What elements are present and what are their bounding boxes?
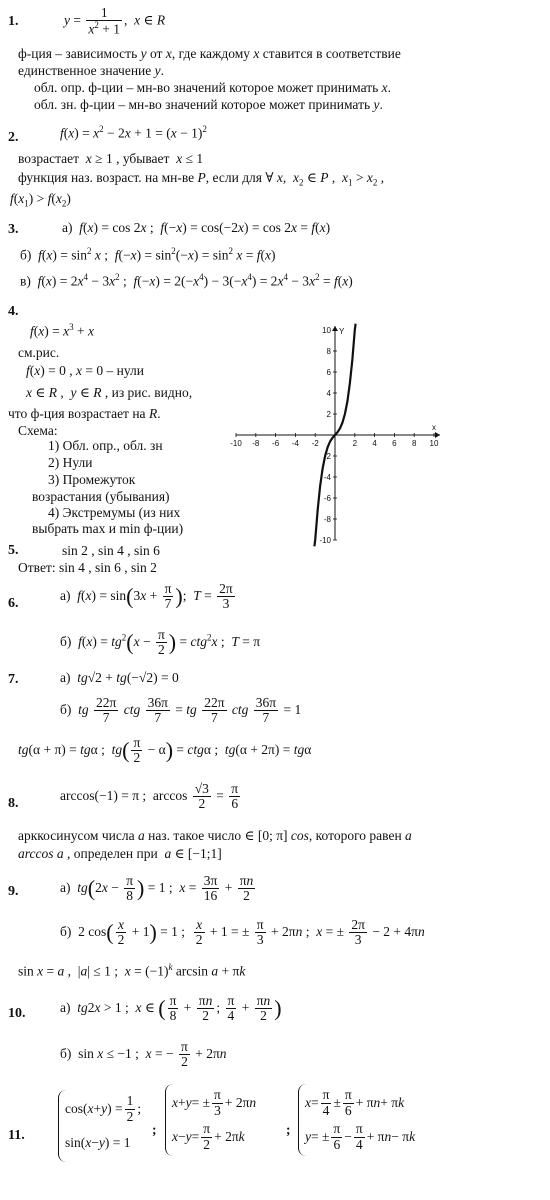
y-tick-label: 8 <box>326 347 331 356</box>
separator: ; <box>152 1122 157 1137</box>
scheme-step-4: 4) Экстремумы (из них <box>48 505 181 520</box>
scheme-title: Схема: <box>18 423 58 438</box>
formula-7b: б) tg $\frac{22\pi}{7}$ ctg $\frac{36\pi}{7}$ = tg $\frac{22\pi}{7}$ ctg $\frac{36\pi}{7}$ = 1 <box>60 695 302 726</box>
definition-line: ф-ция – зависимость y от x, где каждому x ставится в соответствие <box>18 46 401 61</box>
x-axis-label: x <box>432 423 436 432</box>
arccos-domain: arccos a , определен при a ∈ [−1;1] <box>18 846 222 861</box>
domain-line: обл. опр. ф-ции – мн-во значений которое может принимать x. <box>34 80 392 95</box>
x-tick-label: -8 <box>252 439 260 448</box>
y-tick-label: -2 <box>323 452 331 461</box>
see-figure: см.рис. <box>18 345 60 360</box>
x-tick-label: -6 <box>272 439 280 448</box>
increasing-condition: $f(x_1) > f(x_2)$ <box>10 191 71 209</box>
item-number: 10. <box>8 1006 26 1021</box>
system-1: cos( x + y ) = $\frac{1}{2}$ ; sin( x − y ) = 1 <box>58 1090 141 1162</box>
scheme-step-2: 2) Нули <box>48 455 93 470</box>
item-number: 2. <box>8 130 19 145</box>
range-line: обл. зн. ф-ции – мн-во значений которое может принимать y. <box>34 97 383 112</box>
answer-5: Ответ: sin 4 , sin 6 , sin 2 <box>18 560 157 575</box>
separator: ; <box>286 1122 291 1137</box>
x-tick-label: -2 <box>311 439 319 448</box>
increasing-definition: функция наз. возраст. на мн-ве P, если для ∀ x, $x_2$ ∈ P , $x_1 > x_2$ , <box>18 170 385 188</box>
y-tick-label: 10 <box>322 326 331 335</box>
y-tick-label: 2 <box>326 410 331 419</box>
formula-5: sin 2 , sin 4 , sin 6 <box>62 543 160 558</box>
formula-10b: б) sin x ≤ −1 ; x = − $\frac{\pi}{2}$ + 2πn <box>60 1039 227 1070</box>
formula-3a: а) f(x) = cos 2x ; f(−x) = cos(−2x) = cos 2x = f(x) <box>62 220 331 235</box>
formula-2: $f(x) = x^2 - 2x + 1 = (x - 1)^2$ <box>60 124 207 141</box>
item-number: 7. <box>8 672 19 687</box>
x-tick-label: -4 <box>291 439 299 448</box>
x-tick-label: 8 <box>411 439 417 448</box>
formula-6a: а) f(x) = sin(3x + $\frac{\pi}{7}$ ); T = $\frac{2\pi}{3}$ <box>60 581 233 612</box>
formula-7c: tg(α + π) = tgα ; tg( $\frac{\pi}{2}$ − α) = ctgα ; tg(α + 2π) = tgα <box>18 735 312 766</box>
formula-10a: а) tg2x > 1 ; x ∈ ( $\frac{\pi}{8}$ + $\frac{\pi n}{2}$ ; $\frac{\pi}{4}$ + $\frac{\pi n}{2}$ ) <box>60 993 282 1024</box>
x-tick-label: -10 <box>230 439 242 448</box>
y-tick-label: 4 <box>326 389 331 398</box>
x-tick-label: 6 <box>392 439 397 448</box>
item-number: 5. <box>8 543 19 558</box>
x-axis-arrow <box>435 432 440 438</box>
formula-1: y = $\frac{1}{x^2 + 1}$ , x ∈ R <box>64 5 166 37</box>
item-number: 3. <box>8 222 19 237</box>
item-number: 1. <box>8 14 19 29</box>
scheme-step-3: 3) Промежуток <box>48 472 136 487</box>
formula-8: arccos(−1) = π ; arccos $\frac{√3}{2}$ = $\frac{\pi}{6}$ <box>60 781 239 812</box>
y-tick-label: -10 <box>319 536 331 545</box>
item-number: 11. <box>8 1128 25 1143</box>
zeros-line: f(x) = 0 , x = 0 – нули <box>26 363 144 378</box>
formula-3b: б) $f(x) = \sin^2 x$ ; $f(-x) = \sin^2(-x) = \sin^2 x = f(x)$ <box>20 246 276 263</box>
formula-9b: б) 2 cos( $\frac{x}{2}$ + 1) = 1 ; $\frac{x}{2}$ + 1 = ± $\frac{\pi}{3}$ + 2πn ; x = ± $\frac{2\pi}{3}$ − 2 + 4πn <box>60 917 425 948</box>
system-2: x + y = ± $\frac{\pi}{3}$ + 2π n x − y = $\frac{\pi}{2}$ + 2π k <box>165 1084 256 1156</box>
definition-line-2: единственное значение y. <box>18 63 165 78</box>
x-tick-label: 4 <box>372 439 377 448</box>
domain-range-line: x ∈ R , y ∈ R , из рис. видно, <box>26 385 193 400</box>
scheme-step-1: 1) Обл. опр., обл. зн <box>48 438 163 453</box>
x-tick-label: 10 <box>429 439 439 448</box>
item-number: 4. <box>8 304 19 319</box>
y-tick-label: -8 <box>323 515 331 524</box>
cubic-graph <box>228 322 446 548</box>
formula-6b: б) $f(x) = tg^2(x$ − $\frac{\pi}{2}$ ) = ctg$^2$x ; T = π <box>60 627 261 658</box>
monotonic-line: возрастает x ≥ 1 , убывает x ≤ 1 <box>18 151 204 166</box>
y-tick-label: -4 <box>323 473 331 482</box>
y-tick-label: -6 <box>323 494 331 503</box>
conclusion-line: что ф-ция возрастает на R. <box>8 406 161 421</box>
item-number: 9. <box>8 884 19 899</box>
formula-9a: а) tg(2x − $\frac{\pi}{8}$ ) = 1 ; x = $\frac{3\pi}{16}$ + $\frac{\pi n}{2}$ <box>60 873 254 904</box>
item-number: 6. <box>8 596 19 611</box>
arccos-definition: арккосинусом числа a наз. такое число ∈ [0; π] cos, которого равен a <box>18 828 412 843</box>
x-tick-label: 2 <box>352 439 358 448</box>
scheme-step-3-cont: возрастания (убывания) <box>32 489 170 504</box>
item-number: 8. <box>8 796 19 811</box>
y-axis-label: Y <box>339 327 345 336</box>
formula-3c: в) $f(x) = 2x^4 - 3x^2$ ; $f(-x) = 2(-x^4) - 3(-x^4) = 2x^4 - 3x^2 = f(x)$ <box>20 272 353 289</box>
system-3: x = $\frac{\pi}{4}$ ± $\frac{\pi}{6}$ + π n + π k y = ± $\frac{\pi}{6}$ − $\frac{\pi}{4}$ + π n − π k <box>298 1084 415 1156</box>
y-tick-label: 6 <box>326 368 331 377</box>
formula-7a: а) tg√2 + tg(−√2) = 0 <box>60 670 179 685</box>
scheme-step-4-cont: выбрать max и min ф-ции) <box>32 521 184 536</box>
formula-9c: sin x = a , |a| ≤ 1 ; $x = (-1)^k$ arcsin a + πk <box>18 962 246 979</box>
formula-4: $f(x) = x^3 + x$ <box>30 322 94 339</box>
